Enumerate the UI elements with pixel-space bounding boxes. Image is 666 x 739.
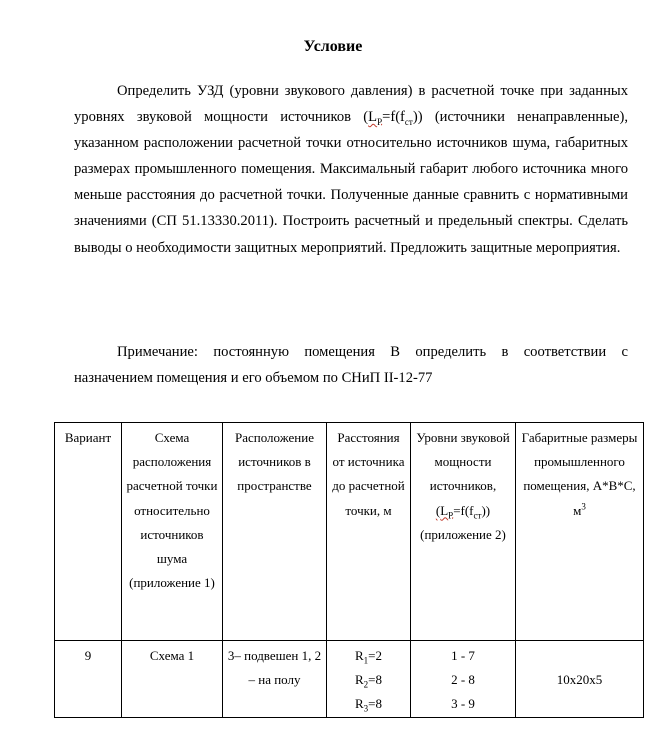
distance-r1: $R_1=2$ bbox=[354, 648, 382, 666]
note-paragraph: Примечание: постоянную помещения В определить в соответствии с назначением помещения и его объемом по СНиП II-12-77 bbox=[74, 344, 628, 387]
cell-distances bbox=[327, 641, 411, 718]
header-distance: Расстояния от источника до расчетной точки, м bbox=[327, 423, 411, 641]
distance-r2: $R_2=8$ bbox=[354, 672, 382, 690]
task-text-start: Определить УЗД (уровни звукового давления) в расчетной точке при заданных уровнях звуковой мощности источников ( bbox=[74, 83, 628, 126]
cell-levels bbox=[411, 641, 516, 718]
formula-eq: =f(f bbox=[382, 109, 405, 126]
header-scheme: Схема расположения расчетной точки относительно источников шума (приложение 1) bbox=[122, 423, 223, 641]
formula-close: )) bbox=[412, 109, 423, 126]
header-formula-lp: ($L_P$ bbox=[435, 502, 454, 521]
distance-r3: $R_3=8$ bbox=[354, 696, 382, 714]
table-header-row bbox=[55, 423, 644, 641]
cell-scheme: Схема 1 bbox=[122, 641, 223, 718]
level-3: 3 - 9 bbox=[451, 696, 475, 712]
cell-variant: 9 bbox=[55, 641, 122, 718]
task-text-end: (источники ненаправленные), указанном расположении расчетной точки относительно источников шума, габаритных размерах промышленного помещения. Максимальный габарит любого источника много меньше расстояния до расчетной точки. Полученные данные сравнить с нормативными значениями (СП 51.13330.2011). Построить расчетный и предельный спектры. Сделать выводы о необходимости защитных мероприятий. Предложить защитные мероприятия. bbox=[74, 109, 628, 256]
header-dims: Габаритные размеры промышленного помещения, А*В*С, $м^3$ bbox=[516, 423, 644, 641]
cell-placement: 3– подвешен 1, 2 – на полу bbox=[223, 641, 327, 718]
level-2: 2 - 8 bbox=[451, 672, 475, 688]
variant-table bbox=[54, 422, 644, 718]
table-row bbox=[55, 641, 644, 718]
level-1: 1 - 7 bbox=[451, 648, 475, 663]
task-paragraph bbox=[74, 78, 628, 261]
page-title: Условие bbox=[303, 38, 363, 55]
formula-lp: $L_P$ bbox=[368, 109, 383, 127]
formula-fst: ст bbox=[404, 117, 413, 127]
cell-dims: 10х20х5 bbox=[516, 641, 644, 718]
header-variant: Вариант bbox=[55, 423, 122, 641]
header-formula-fst: ст bbox=[473, 510, 482, 521]
header-placement: Расположение источников в пространстве bbox=[223, 423, 327, 641]
header-levels: Уровни звуковой мощности источников, $(L_P=f(f_{ст}))$ (приложение 2) bbox=[411, 423, 516, 641]
